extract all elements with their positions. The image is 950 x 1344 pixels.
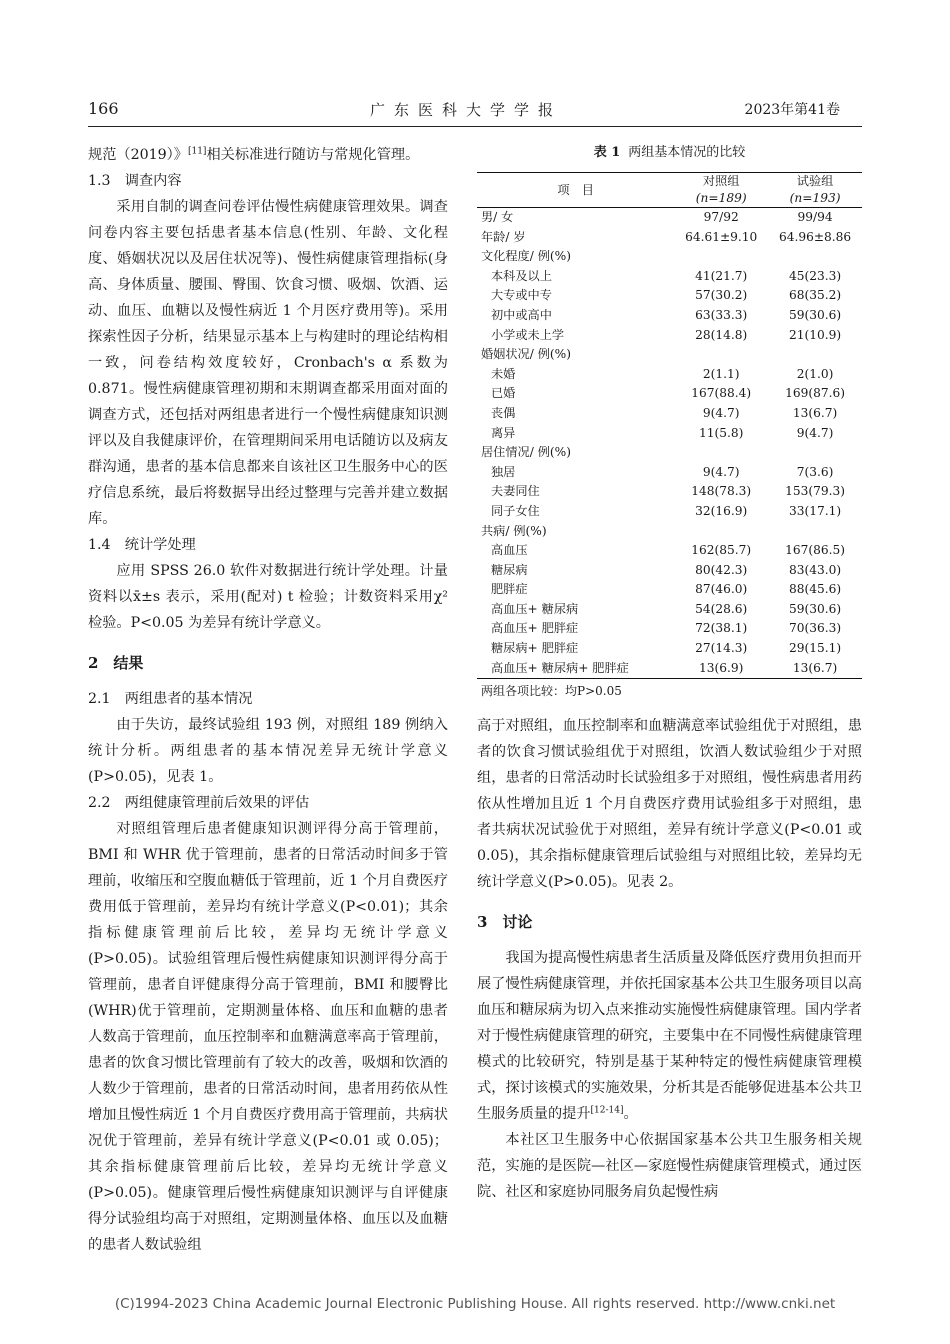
row-label: 本科及以上 bbox=[491, 268, 552, 283]
header-test: 试验组 bbox=[796, 174, 834, 188]
table-row bbox=[477, 600, 862, 620]
citation: [12-14] bbox=[590, 1105, 624, 1116]
header-control: 对照组 bbox=[702, 174, 740, 188]
control-value: 87(46.0) bbox=[695, 582, 748, 597]
control-value bbox=[674, 247, 768, 267]
header-item: 项 目 bbox=[477, 173, 674, 208]
table-row bbox=[477, 365, 862, 385]
control-value: 72(38.1) bbox=[695, 621, 748, 636]
text: 相关标准进行随访与常规化管理。 bbox=[206, 147, 420, 163]
row-label: 大专或中专 bbox=[491, 288, 552, 303]
row-label: 高血压+ 肥胖症 bbox=[491, 621, 579, 636]
row-label: 离异 bbox=[491, 425, 516, 440]
row-label: 肥胖症 bbox=[491, 582, 528, 597]
test-value: 59(30.6) bbox=[788, 601, 842, 616]
table-row bbox=[477, 306, 862, 326]
page-number: 166 bbox=[88, 99, 119, 118]
paragraph-continued-right: 高于对照组，血压控制率和血糖满意率试验组优于对照组，患者的饮食习惯试验组优于对照组，饮酒人数试验组少于对照组，患者的日常活动时长试验组多于对照组，慢性病患者用药依从性增加且近 1 个月自费医疗费用试验组多于对照组，患者共病状况试验优于对照组，差异有统计学意义(P<0.01 或 0.05)，其余指标健康管理后试验组与对照组比较，差异均无统计学意义(P>0.05)。见表 2。 bbox=[477, 718, 862, 891]
control-value: 9(4.7) bbox=[702, 405, 740, 420]
right-column bbox=[477, 142, 862, 1205]
baseline-table bbox=[477, 172, 862, 679]
row-label: 男/ 女 bbox=[481, 210, 514, 224]
test-value: 7(3.6) bbox=[796, 464, 834, 479]
section-heading-discussion: 3 讨论 bbox=[477, 913, 533, 932]
test-value bbox=[768, 247, 862, 267]
table-row bbox=[477, 443, 862, 463]
control-value: 64.61±9.10 bbox=[685, 229, 758, 244]
text: 。 bbox=[623, 1106, 638, 1123]
control-value: 148(78.3) bbox=[691, 484, 752, 499]
row-label: 未婚 bbox=[491, 366, 516, 381]
test-value: 88(45.6) bbox=[788, 582, 842, 597]
table-row bbox=[477, 247, 862, 267]
control-value: 27(14.3) bbox=[695, 641, 748, 656]
table-row bbox=[477, 267, 862, 287]
test-value: 29(15.1) bbox=[788, 641, 842, 656]
row-label: 共病/ 例(%) bbox=[481, 523, 547, 538]
test-value: 169(87.6) bbox=[785, 386, 846, 401]
left-column bbox=[88, 142, 448, 1258]
control-value: 63(33.3) bbox=[695, 307, 748, 322]
row-label: 高血压 bbox=[491, 543, 528, 558]
test-value bbox=[768, 522, 862, 542]
table-row bbox=[477, 639, 862, 659]
row-label: 独居 bbox=[491, 464, 516, 479]
control-value: 32(16.9) bbox=[695, 503, 748, 518]
test-value: 13(6.7) bbox=[792, 405, 838, 420]
header-test-n: (n=193) bbox=[789, 191, 841, 205]
paragraph-effect-evaluation: 对照组管理后患者健康知识测评得分高于管理前，BMI 和 WHR 优于管理前，患者的日常活动时间多于管理前，收缩压和空腹血糖低于管理前，近 1 个月自费医疗费用低于管理前，差异均有统计学意义(P<0.01)；其余指标健康管理前后比较，差异均无统计学意义(P>0.05)。试验组管理后慢性病健康知识测评得分高于管理前，患者自评健康得分高于管理前，BMI 和腰臀比(WHR)优于管理前，定期测量体格、血压和血糖的患者人数高于管理前，血压控制率和血糖满意率高于管理前，患者的饮食习惯比管理前有了较大的改善，吸烟和饮酒的人数少于管理前，患者的日常活动时间，患者用药依从性增加且慢性病近 1 个月自费医疗费用高于管理前，共病状况优于管理前，差异有统计学意义(P<0.01 或 0.05)；其余指标健康管理前后比较，差异均无统计学意义(P>0.05)。健康管理后慢性病健康知识测评与自评健康得分试验组均高于对照组，定期测量体格、血压以及血糖的患者人数试验组 bbox=[88, 821, 448, 1253]
page-header bbox=[0, 99, 950, 123]
row-label: 已婚 bbox=[491, 386, 516, 401]
header-control-n: (n=189) bbox=[695, 191, 747, 205]
test-value: 83(43.0) bbox=[788, 562, 842, 577]
row-label: 同子女住 bbox=[491, 503, 540, 518]
control-value: 57(30.2) bbox=[695, 288, 748, 303]
control-value: 97/92 bbox=[703, 210, 739, 224]
row-label: 婚姻状况/ 例(%) bbox=[481, 347, 572, 362]
journal-volume: 2023年第41卷 bbox=[744, 102, 840, 118]
control-value: 28(14.8) bbox=[695, 327, 748, 342]
table-row bbox=[477, 424, 862, 444]
test-value: 2(1.0) bbox=[796, 366, 834, 381]
row-label: 居住情况/ 例(%) bbox=[481, 445, 572, 460]
test-value bbox=[768, 345, 862, 365]
row-label: 夫妻同住 bbox=[491, 484, 540, 499]
copyright-footer: (C)1994-2023 China Academic Journal Electronic Publishing House. All rights reserved. http://www.cnki.net bbox=[114, 1296, 836, 1312]
table-row bbox=[477, 561, 862, 581]
table-row bbox=[477, 541, 862, 561]
test-value: 13(6.7) bbox=[792, 660, 838, 675]
test-value: 68(35.2) bbox=[788, 288, 842, 303]
row-label: 初中或高中 bbox=[491, 307, 552, 322]
table-row bbox=[477, 286, 862, 306]
table-row bbox=[477, 228, 862, 248]
test-value: 21(10.9) bbox=[788, 327, 842, 342]
table-row bbox=[477, 580, 862, 600]
table-label: 表 1 bbox=[593, 145, 621, 160]
test-value: 9(4.7) bbox=[796, 425, 834, 440]
section-heading-2-2: 2.2 两组健康管理前后效果的评估 bbox=[88, 795, 310, 811]
table-row bbox=[477, 522, 862, 542]
test-value: 45(23.3) bbox=[788, 268, 842, 283]
control-value: 13(6.9) bbox=[698, 660, 744, 675]
paragraph-survey: 采用自制的调查问卷评估慢性病健康管理效果。调查问卷内容主要包括患者基本信息(性别、年龄、文化程度、婚姻状况以及居住状况等)、慢性病健康管理指标(身高、身体质量、腰围、臀围、饮食习惯、吸烟、饮酒、运动、血压、血糖以及慢性病近 1 个月医疗费用等)。采用探索性因子分析，结果显示基本上与构建时的理论结构相一致，问卷结构效度较好，Cronbach's α 系数为 0.871。慢性病健康管理初期和末期调查都采用面对面的调查方式，还包括对两组患者进行一个慢性病健康知识测评以及自我健康评价，在管理期间采用电话随访以及病友群沟通，患者的基本信息都来自该社区卫生服务中心的医疗信息系统，最后将数据导出经过整理与完善并建立数据库。 bbox=[88, 199, 448, 527]
text: 我国为提高慢性病患者生活质量及降低医疗费用负担而开展了慢性病健康管理，并依托国家基本公共卫生服务项目以高血压和糖尿病为切入点来推动实施慢性病健康管理。国内学者对于慢性病健康管理的研究，主要集中在不同慢性病健康管理模式的比较研究，特别是基于某种特定的慢性病健康管理模式，探讨该模式的实施效果，分析其是否能够促进基本公共卫生服务质量的提升 bbox=[477, 950, 862, 1123]
table-row bbox=[477, 659, 862, 679]
row-label: 高血压+ 糖尿病+ 肥胖症 bbox=[491, 660, 629, 675]
section-heading-1-4: 1.4 统计学处理 bbox=[88, 537, 196, 553]
control-value bbox=[674, 345, 768, 365]
control-value: 162(85.7) bbox=[691, 543, 752, 558]
header-rule bbox=[88, 126, 862, 127]
table-row bbox=[477, 619, 862, 639]
table-row bbox=[477, 502, 862, 522]
paragraph-continued bbox=[88, 142, 448, 168]
control-value bbox=[674, 522, 768, 542]
paragraph-statistics: 应用 SPSS 26.0 软件对数据进行统计学处理。计量资料以x̄±s 表示，采用(配对) t 检验；计数资料采用χ² 检验。P<0.05 为差异有统计学意义。 bbox=[88, 563, 448, 631]
table-row bbox=[477, 208, 862, 228]
journal-name: 广东医科大学学报 bbox=[370, 101, 563, 119]
row-label: 年龄/ 岁 bbox=[481, 229, 526, 244]
control-value: 167(88.4) bbox=[691, 386, 752, 401]
table-note: 两组各项比较：均P>0.05 bbox=[481, 684, 622, 699]
test-value: 70(36.3) bbox=[788, 621, 842, 636]
table-title: 两组基本情况的比较 bbox=[628, 145, 746, 160]
row-label: 文化程度/ 例(%) bbox=[481, 249, 572, 264]
paragraph-basic-info: 由于失访，最终试验组 193 例，对照组 189 例纳入统计分析。两组患者的基本情况差异无统计学意义(P>0.05)，见表 1。 bbox=[88, 717, 448, 785]
paragraph-discussion-1 bbox=[477, 945, 862, 1127]
row-label: 糖尿病+ 肥胖症 bbox=[491, 641, 579, 656]
paragraph-discussion-2: 本社区卫生服务中心依据国家基本公共卫生服务相关规范，实施的是医院—社区—家庭慢性病健康管理模式，通过医院、社区和家庭协同服务肩负起慢性病 bbox=[477, 1132, 862, 1201]
control-value: 2(1.1) bbox=[702, 366, 740, 381]
table-row bbox=[477, 384, 862, 404]
row-label: 高血压+ 糖尿病 bbox=[491, 601, 579, 616]
table-row bbox=[477, 345, 862, 365]
section-heading-results: 2 结果 bbox=[88, 654, 144, 672]
section-heading-1-3: 1.3 调查内容 bbox=[88, 173, 182, 189]
test-value: 64.96±8.86 bbox=[778, 229, 852, 244]
text: 规范（2019）》 bbox=[88, 147, 188, 163]
section-heading-2-1: 2.1 两组患者的基本情况 bbox=[88, 691, 253, 707]
control-value bbox=[674, 443, 768, 463]
control-value: 11(5.8) bbox=[698, 425, 744, 440]
row-label: 小学或未上学 bbox=[491, 327, 565, 342]
table-row bbox=[477, 463, 862, 483]
control-value: 54(28.6) bbox=[695, 601, 748, 616]
control-value: 41(21.7) bbox=[695, 268, 748, 283]
table-row bbox=[477, 482, 862, 502]
test-value: 153(79.3) bbox=[785, 484, 846, 499]
row-label: 丧偶 bbox=[491, 405, 516, 420]
table-row bbox=[477, 404, 862, 424]
table-row bbox=[477, 326, 862, 346]
citation: [11] bbox=[187, 146, 207, 157]
table-caption bbox=[477, 142, 862, 164]
control-value: 9(4.7) bbox=[702, 464, 740, 479]
control-value: 80(42.3) bbox=[695, 562, 748, 577]
test-value: 99/94 bbox=[797, 210, 833, 224]
test-value: 59(30.6) bbox=[788, 307, 842, 322]
test-value: 33(17.1) bbox=[788, 503, 842, 518]
test-value: 167(86.5) bbox=[785, 543, 846, 558]
row-label: 糖尿病 bbox=[491, 562, 528, 577]
test-value bbox=[768, 443, 862, 463]
